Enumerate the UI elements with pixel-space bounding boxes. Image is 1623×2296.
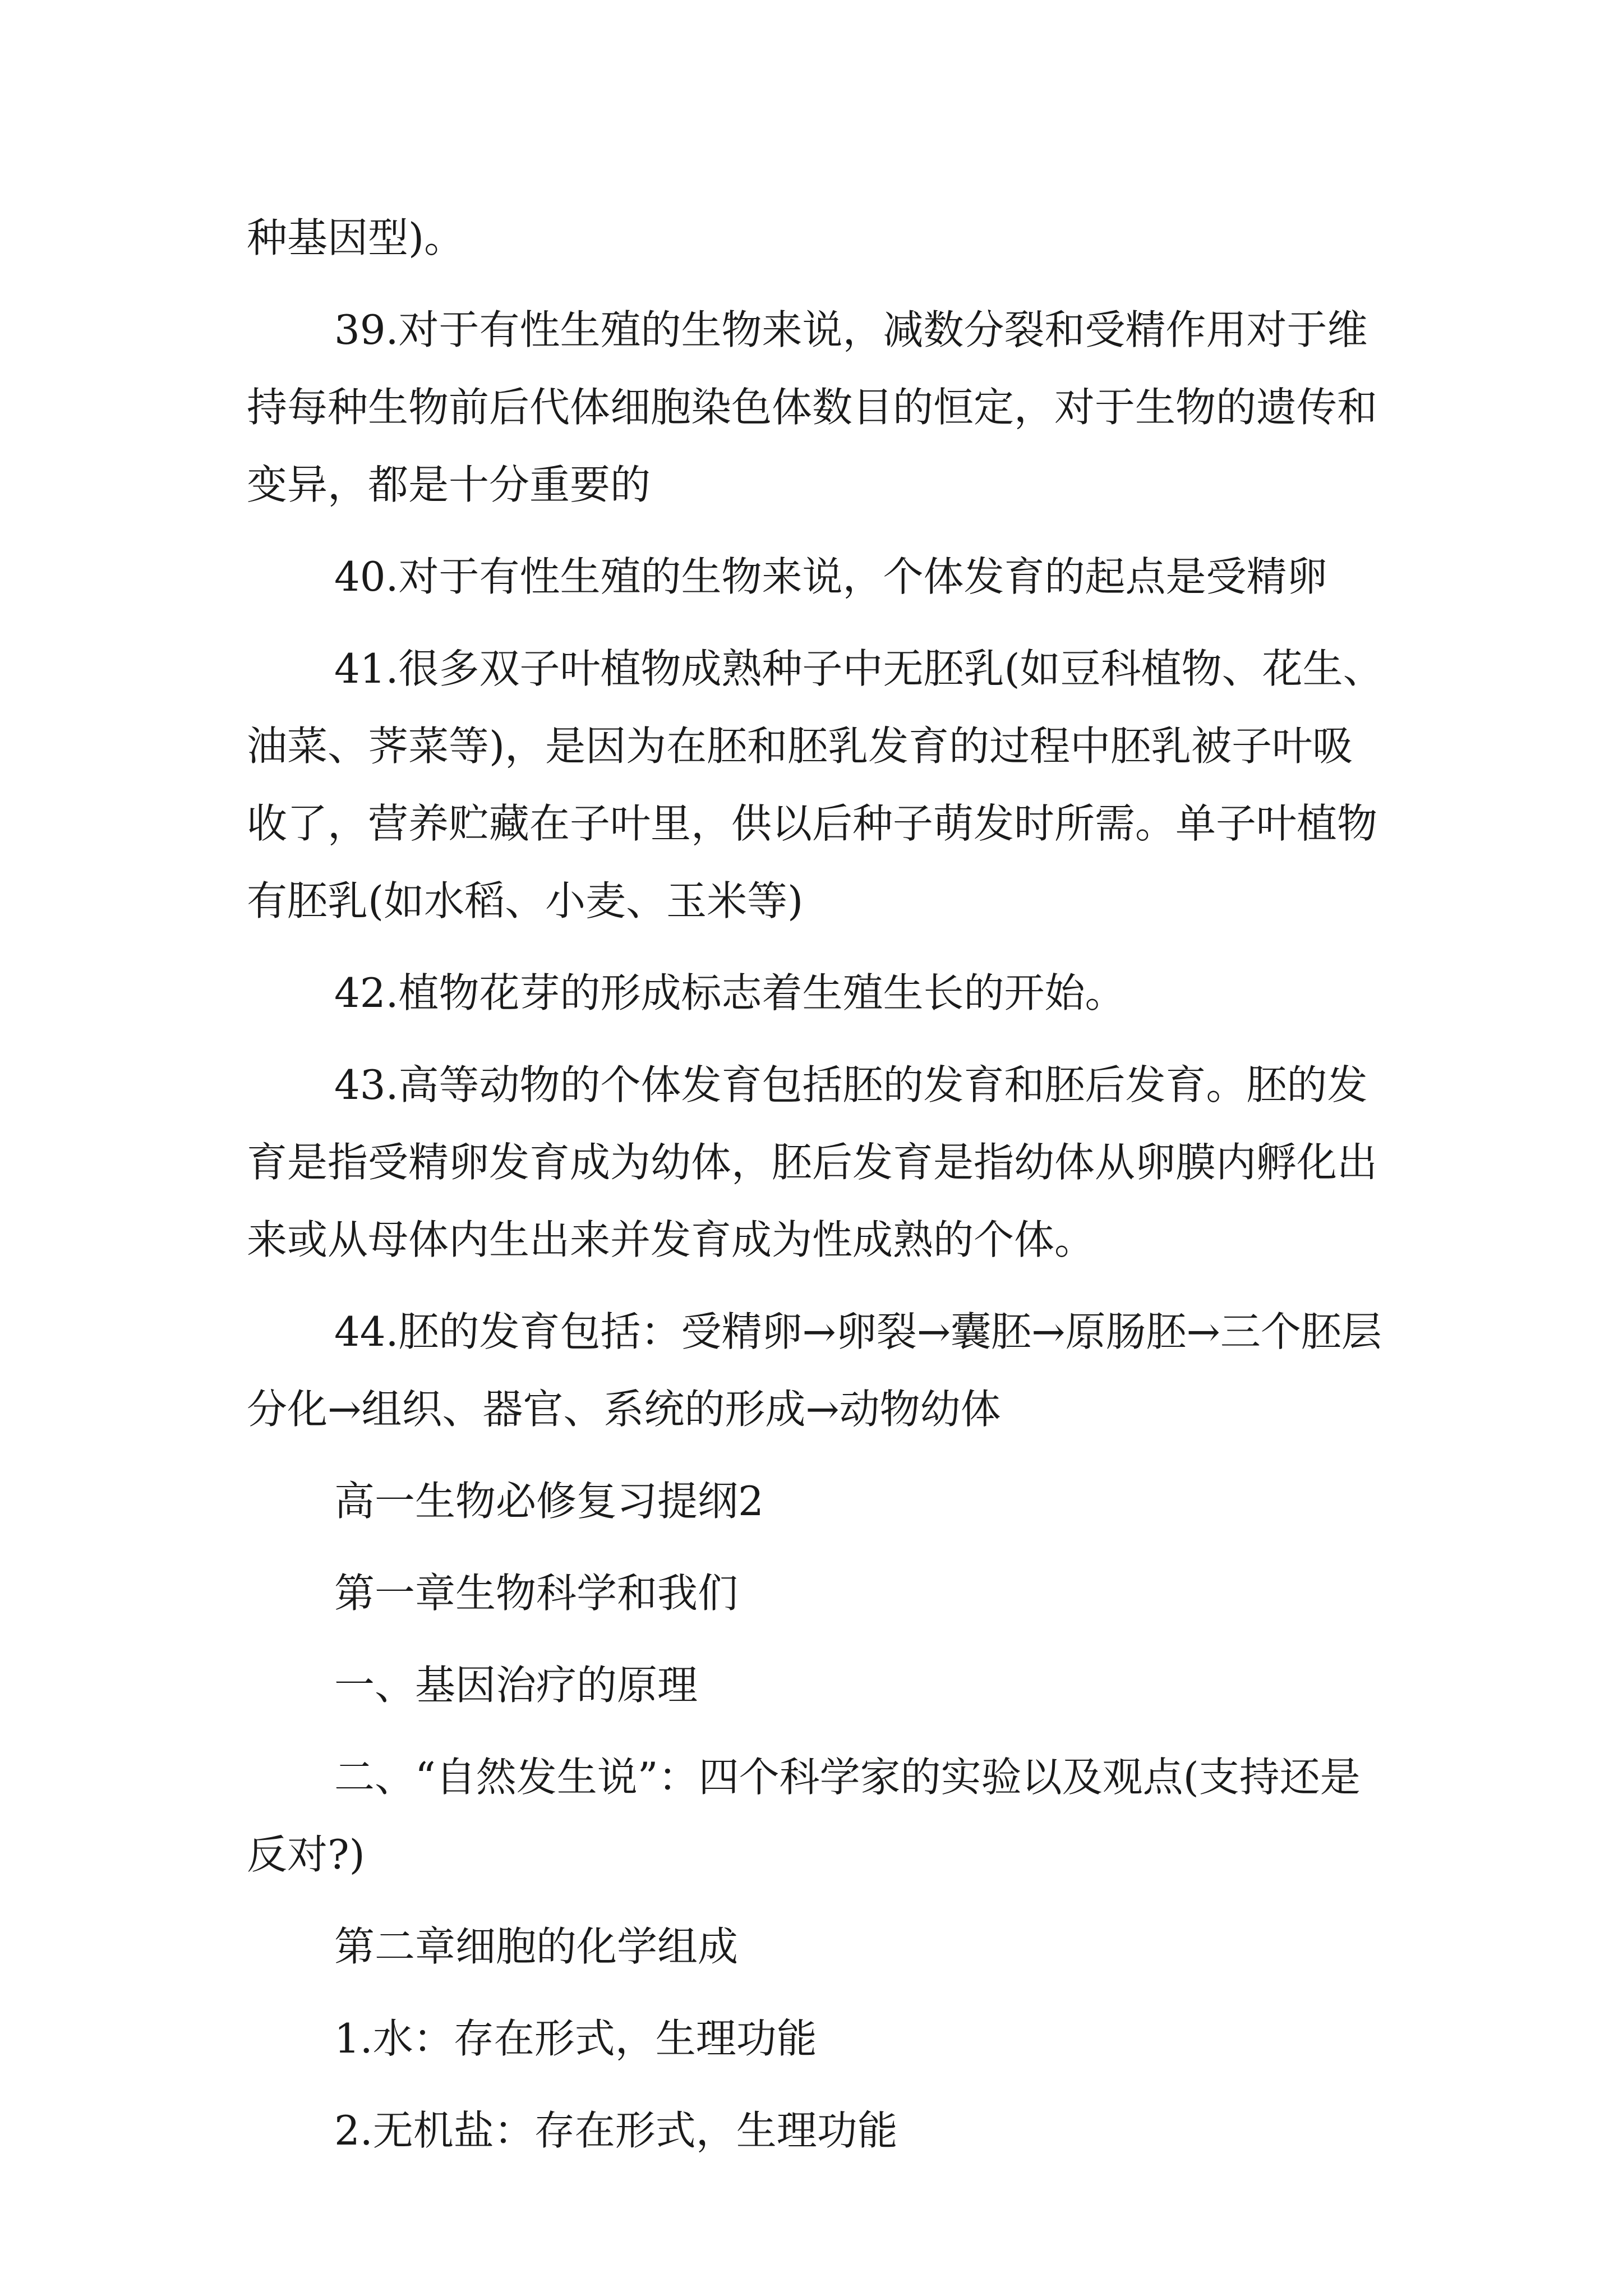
chapter-2-title: 第二章细胞的化学组成 bbox=[334, 1923, 739, 1970]
item-inorganic-salt: 2.无机盐：存在形式，生理功能 bbox=[334, 2107, 898, 2154]
paragraph-41: 41.很多双子叶植物成熟种子中无胚乳(如豆科植物、花生、油菜、荠菜等)，是因为在胚和胚乳发育的过程中胚乳被子叶吸收了，营养贮藏在子叶里，供以后种子萌发时所需。单子叶植物有胚乳(如水稻、小麦、玉米等) bbox=[247, 645, 1384, 924]
item-spontaneous-generation: 二、“自然发生说”：四个科学家的实验以及观点(支持还是反对?) bbox=[247, 1754, 1361, 1878]
paragraph-39: 39.对于有性生殖的生物来说，减数分裂和受精作用对于维持每种生物前后代体细胞染色体数目的恒定，对于生物的遗传和变异，都是十分重要的 bbox=[247, 306, 1378, 508]
section-title: 高一生物必修复习提纲2 bbox=[334, 1478, 764, 1525]
document-body bbox=[247, 199, 1385, 2169]
paragraph-40: 40.对于有性生殖的生物来说，个体发育的起点是受精卵 bbox=[334, 553, 1327, 600]
paragraph-44: 44.胚的发育包括：受精卵→卵裂→囊胚→原肠胚→三个胚层分化→组织、器官、系统的形成→动物幼体 bbox=[247, 1308, 1382, 1433]
item-water: 1.水：存在形式，生理功能 bbox=[334, 2015, 817, 2062]
paragraph-continuation: 种基因型)。 bbox=[247, 214, 465, 261]
item-gene-therapy: 一、基因治疗的原理 bbox=[334, 1662, 698, 1709]
chapter-1-title: 第一章生物科学和我们 bbox=[334, 1570, 739, 1617]
paragraph-43: 43.高等动物的个体发育包括胚的发育和胚后发育。胚的发育是指受精卵发育成为幼体，胚后发育是指幼体从卵膜内孵化出来或从母体内生出来并发育成为性成熟的个体。 bbox=[247, 1061, 1378, 1263]
paragraph-42: 42.植物花芽的形成标志着生殖生长的开始。 bbox=[334, 969, 1126, 1016]
